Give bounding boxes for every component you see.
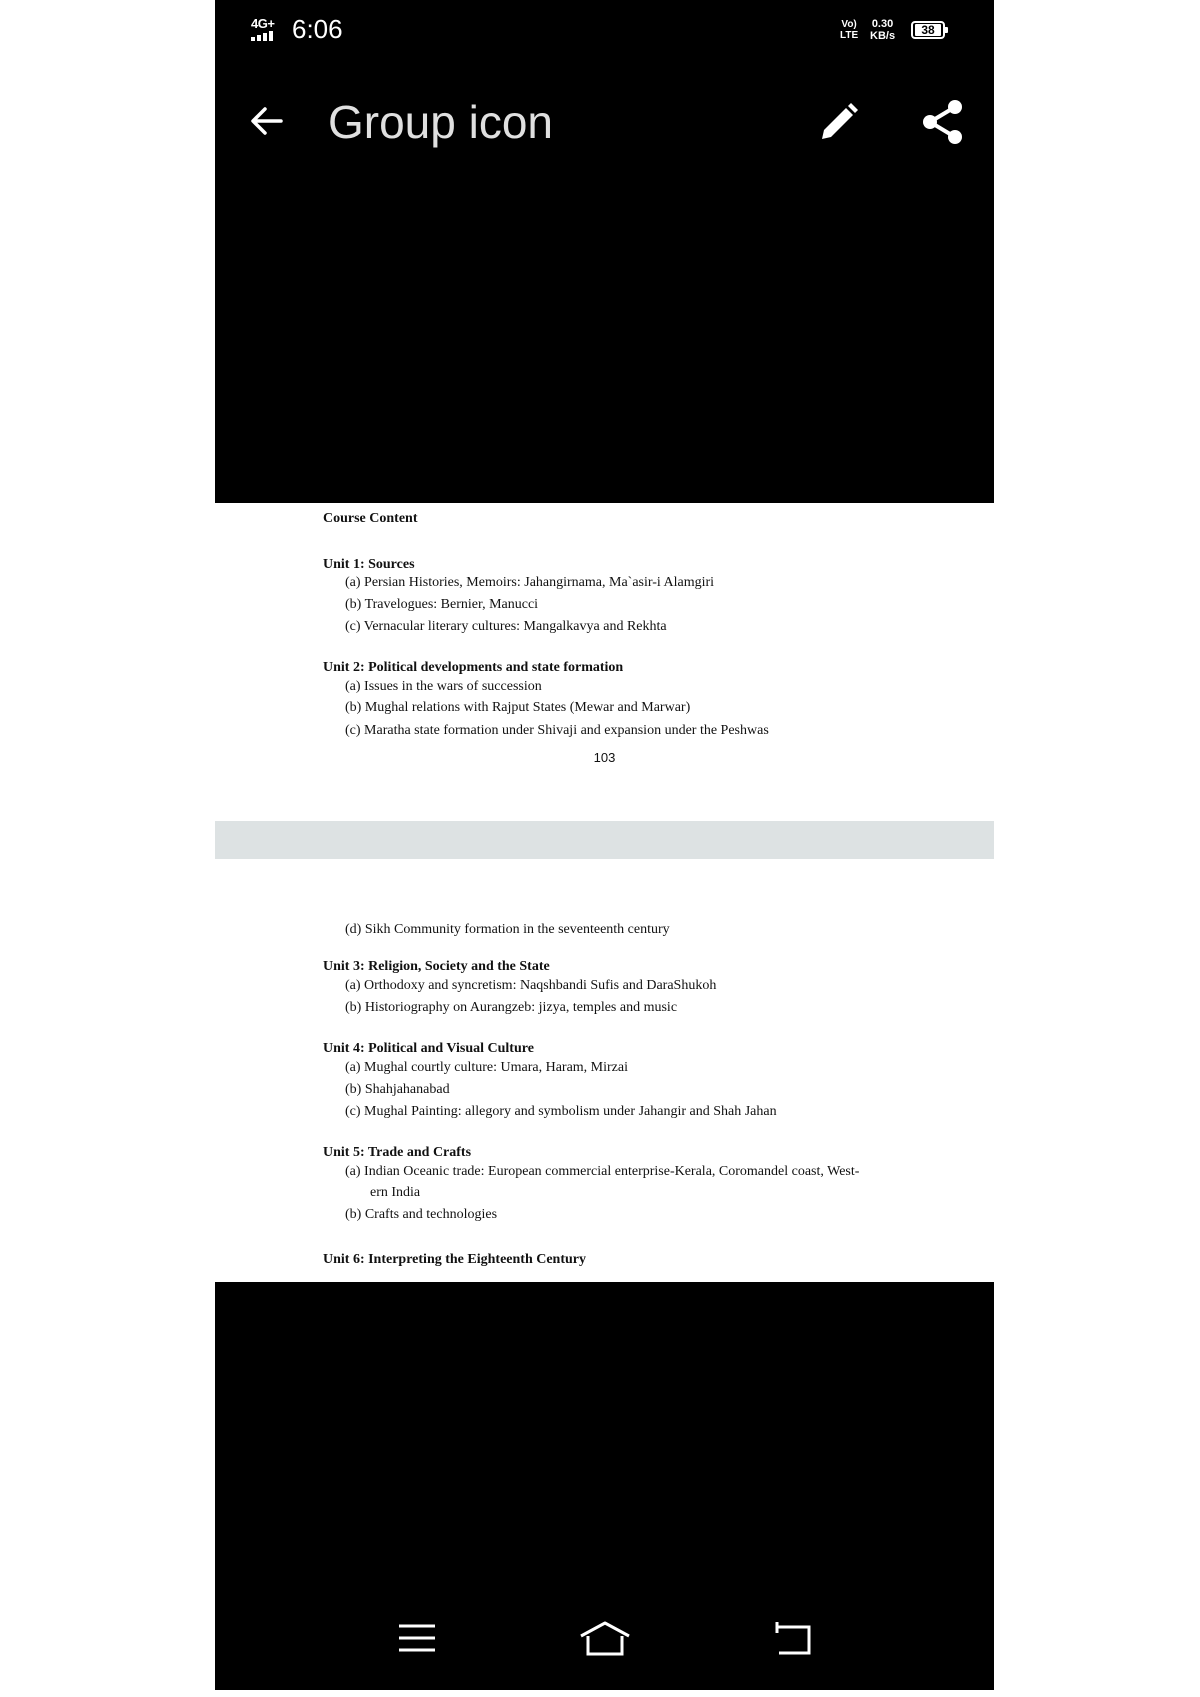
list-item: (c) Maratha state formation under Shivaji and expansion under the Peshwas (345, 723, 769, 738)
battery-level: 38 (915, 24, 941, 36)
battery-icon (911, 21, 945, 39)
home-icon[interactable] (575, 1620, 635, 1660)
share-icon[interactable] (918, 97, 968, 147)
status-bar (215, 0, 994, 62)
page-number: 103 (593, 750, 616, 765)
list-item: (b) Mughal relations with Rajput States (Mewar and Marwar) (345, 700, 691, 715)
unit-2-title: Unit 2: Political developments and state formation (323, 660, 624, 675)
network-speed: 0.30 KB/s (870, 18, 896, 42)
unit-4-title: Unit 4: Political and Visual Culture (323, 1041, 534, 1056)
document-page-2 (215, 859, 994, 1282)
list-item: (d) Sikh Community formation in the seventeenth century (345, 922, 670, 937)
unit-5-title: Unit 5: Trade and Crafts (323, 1145, 472, 1160)
unit-6-title: Unit 6: Interpreting the Eighteenth Century (323, 1252, 587, 1267)
page-title: Group icon (328, 96, 554, 148)
list-item: (a) Persian Histories, Memoirs: Jahangirnama, Ma`asir-i Alamgiri (345, 575, 715, 590)
back-return-icon[interactable] (763, 1620, 823, 1660)
section-heading: Course Content (323, 511, 418, 526)
list-item: (b) Historiography on Aurangzeb: jizya, temples and music (345, 1000, 678, 1015)
volte-indicator: Vo) LTE (840, 19, 859, 41)
document-page-1 (215, 503, 994, 821)
list-item: (b) Crafts and technologies (345, 1207, 498, 1222)
pencil-icon[interactable] (814, 99, 862, 147)
unit-3-title: Unit 3: Religion, Society and the State (323, 959, 550, 974)
network-type: 4G+ (251, 16, 275, 31)
list-item: (a) Mughal courtly culture: Umara, Haram, Mirzai (345, 1060, 629, 1075)
list-item-continuation: ern India (370, 1185, 421, 1200)
phone-screen (215, 0, 994, 1690)
page-separator (215, 821, 994, 859)
app-bar (215, 85, 994, 165)
network-signal-icon (251, 18, 287, 44)
list-item: (b) Shahjahanabad (345, 1082, 450, 1097)
arrow-left-icon[interactable] (245, 99, 289, 143)
list-item: (b) Travelogues: Bernier, Manucci (345, 597, 539, 612)
list-item: (a) Issues in the wars of succession (345, 679, 542, 694)
navigation-bar (215, 1590, 994, 1690)
list-item: (a) Indian Oceanic trade: European commercial enterprise-Kerala, Coromandel coast, West- (345, 1164, 860, 1179)
list-item: (c) Mughal Painting: allegory and symbolism under Jahangir and Shah Jahan (345, 1104, 777, 1119)
list-item: (a) Orthodoxy and syncretism: Naqshbandi Sufis and DaraShukoh (345, 978, 717, 993)
unit-1-title: Unit 1: Sources (323, 557, 415, 572)
menu-icon[interactable] (387, 1620, 447, 1660)
clock: 6:06 (292, 14, 343, 44)
list-item: (c) Vernacular literary cultures: Mangalkavya and Rekhta (345, 619, 667, 634)
